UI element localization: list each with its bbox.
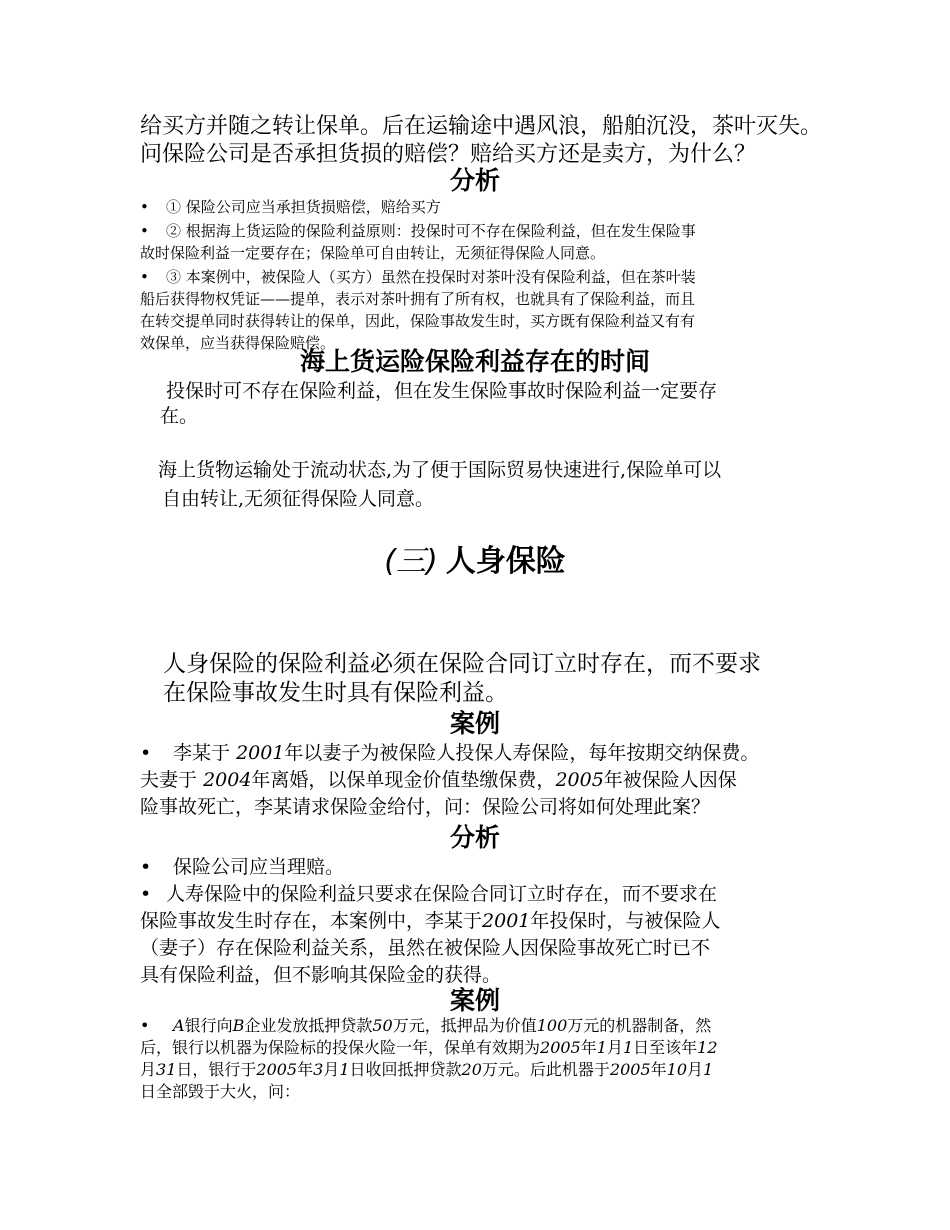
- section-3-title: [0, 542, 950, 582]
- marine-p1-line-1: 投保时可不存在保险利益，但在发生保险事故时保险利益一定要存: [166, 380, 718, 402]
- bullet-icon: •: [140, 1016, 150, 1035]
- analysis-1-bullet-2-cont: 故时保险利益一定要存在；保险单可自由转让，无须征得保险人同意。: [140, 244, 606, 262]
- analysis-2-list: [140, 854, 840, 989]
- bullet-icon: •: [140, 222, 149, 240]
- case-2-line-2: 后，银行以机器为保险标的投保火险一年，保单有效期为2005年1月1日至该年12: [140, 1038, 718, 1057]
- analysis-heading-1: 分析: [449, 166, 500, 195]
- case-1-line-1: • 李某于 2001年以妻子为被保险人投保人寿保险，每年按期交纳保费。: [140, 740, 840, 767]
- case-2-body: [140, 1015, 820, 1103]
- case-heading-1: 案例: [449, 709, 500, 738]
- intro-line-1: 给买方并随之转让保单。后在运输途中遇风浪，船舶沉没，茶叶灭失。: [140, 114, 823, 139]
- bullet-icon: •: [140, 856, 152, 878]
- case-heading-2: 案例: [449, 986, 500, 1015]
- case-1-line-2: 夫妻于 2004年离婚，以保单现金价值垫缴保费，2005年被保险人因保: [140, 769, 737, 791]
- analysis-1-bullet-1: • ① 保险公司应当承担货损赔偿，赔给买方: [140, 198, 441, 216]
- case-2-line-3: 月31日，银行于2005年3月1日收回抵押贷款20万元。后此机器于2005年10月1: [140, 1060, 714, 1079]
- life-line-2: 在保险事故发生时具有保险利益。: [163, 680, 508, 706]
- marine-p2-line-1: 海上货物运输处于流动状态,为了便于国际贸易快速进行,保险单可以: [158, 459, 722, 481]
- marine-paragraph-2: [160, 458, 840, 512]
- analysis-1-bullet-3-cont-3: 效保单，应当获得保险赔偿。: [140, 334, 336, 352]
- life-principle: [163, 650, 843, 708]
- analysis-2-bullet-2-cont-3: 具有保险利益，但不影响其保险金的获得。: [140, 964, 502, 986]
- intro-paragraph: [140, 113, 840, 169]
- bullet-icon: •: [140, 198, 149, 216]
- analysis-heading-2: 分析: [449, 823, 500, 852]
- marine-p1-line-2: 在。: [160, 405, 199, 427]
- case-2-line-4: 日全部毁于大火，问：: [140, 1082, 301, 1101]
- analysis-2-bullet-2: • 人寿保险中的保险利益只要求在保险合同订立时存在，而不要求在: [140, 881, 840, 908]
- case-1-body: [140, 740, 840, 821]
- analysis-1-bullet-3: • ③ 本案例中，被保险人（买方）虽然在投保时对茶叶没有保险利益，但在茶叶装: [140, 268, 696, 286]
- section-3-number: (三): [384, 544, 438, 579]
- analysis-2-bullet-1: • 保险公司应当理赔。: [140, 854, 840, 881]
- analysis-2-bullet-2-cont-2: （妻子）存在保险利益关系，虽然在被保险人因保险事故死亡时已不: [140, 937, 711, 959]
- bullet-icon: •: [140, 268, 149, 286]
- section-3-heading: 人身保险: [445, 544, 566, 579]
- marine-heading: 海上货运险保险利益存在的时间: [299, 347, 650, 376]
- intro-line-2: 问保险公司是否承担货损的赔偿？赔给买方还是卖方，为什么？: [140, 142, 757, 167]
- life-line-1: 人身保险的保险利益必须在保险合同订立时存在，而不要求: [163, 651, 761, 677]
- case-1-line-3: 险事故死亡，李某请求保险金给付，问：保险公司将如何处理此案？: [140, 796, 711, 818]
- bullet-icon: •: [140, 742, 152, 764]
- marine-p2-line-2: 自由转让,无须征得保险人同意。: [162, 488, 435, 510]
- bullet-icon: •: [140, 883, 152, 905]
- analysis-1-bullet-3-cont-2: 在转交提单同时获得转让的保单，因此，保险事故发生时，买方既有保险利益又有有: [140, 312, 696, 330]
- marine-paragraph-1: [160, 379, 840, 429]
- analysis-2-bullet-2-cont-1: 保险事故发生时存在，本案例中，李某于2001年投保时，与被保险人: [140, 910, 721, 932]
- case-2-line-1: • A银行向B企业发放抵押贷款50万元，抵押品为价值100万元的机器制备，然: [140, 1016, 712, 1035]
- analysis-1-bullet-2: • ② 根据海上货运险的保险利益原则：投保时可不存在保险利益，但在发生保险事: [140, 222, 696, 240]
- analysis-1-list: [140, 196, 820, 354]
- analysis-1-bullet-3-cont-1: 船后获得物权凭证——提单，表示对茶叶拥有了所有权，也就具有了保险利益，而且: [140, 290, 696, 308]
